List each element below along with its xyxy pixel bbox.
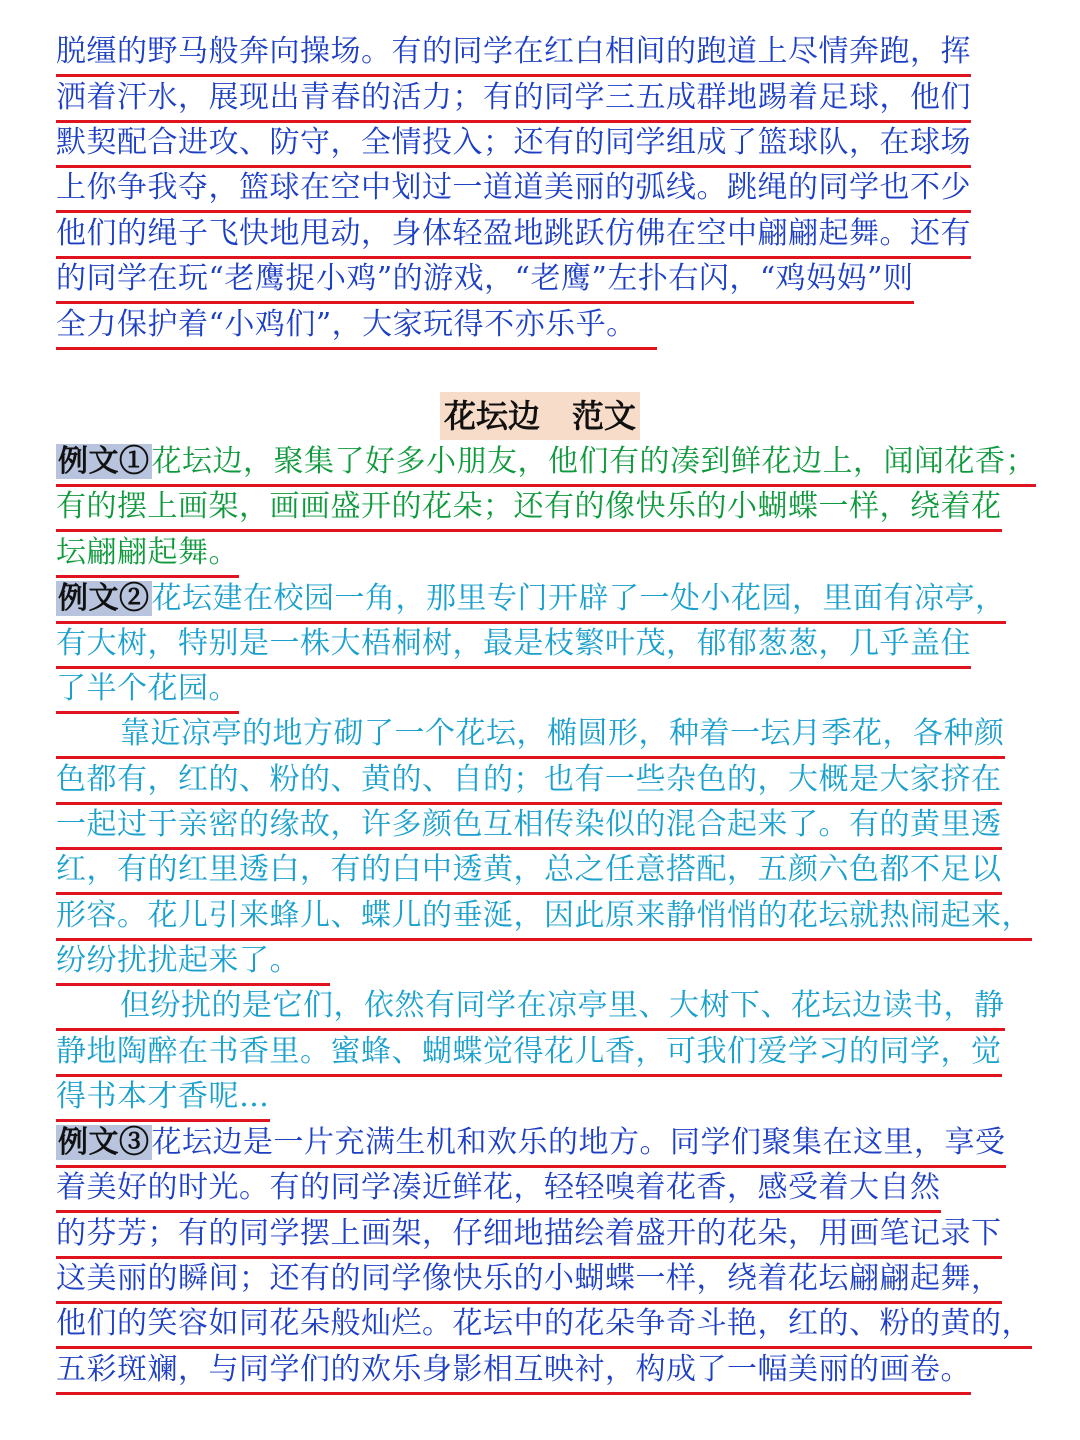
example3-line: 的芬芳；有的同学摆上画架，仔细地描绘着盛开的花朵，用画笔记录下 bbox=[56, 1212, 1002, 1256]
example1-line: 有的摆上画架，画画盛开的花朵；还有的像快乐的小蝴蝶一样，绕着花 bbox=[56, 485, 1002, 529]
example1-line: 坛翩翩起舞。 bbox=[56, 531, 239, 575]
example3-tag: 例文③ bbox=[58, 1125, 150, 1160]
example2-line: 静地陶醉在书香里。蜜蜂、蝴蝶觉得花儿香，可我们爱学习的同学，觉 bbox=[56, 1030, 1002, 1074]
example2-line: 但纷扰的是它们，依然有同学在凉亭里、大树下、花坛边读书，静 bbox=[56, 984, 1005, 1028]
example2-line: 例文②花坛建在校园一角，那里专门开辟了一处小花园，里面有凉亭， bbox=[56, 577, 1006, 621]
example2-line: 一起过于亲密的缘故，许多颜色互相传染似的混合起来了。有的黄里透 bbox=[56, 803, 1002, 847]
passage-line: 他们的绳子飞快地甩动，身体轻盈地跳跃仿佛在空中翩翩起舞。还有 bbox=[56, 212, 971, 256]
example2-tag: 例文② bbox=[58, 581, 150, 616]
passage-line: 上你争我夺，篮球在空中划过一道道美丽的弧线。跳绳的同学也不少 bbox=[56, 166, 971, 210]
passage-line: 的同学在玩“老鹰捉小鸡”的游戏，“老鹰”左扑右闪，“鸡妈妈”则 bbox=[56, 257, 914, 301]
example2-line: 了半个花园。 bbox=[56, 667, 239, 711]
example2-line: 纷纷扰扰起来了。 bbox=[56, 939, 300, 983]
example2-line: 色都有，红的、粉的、黄的、自的；也有一些杂色的，大概是大家挤在 bbox=[56, 758, 1002, 802]
example2-line: 形容。花儿引来蜂儿、蝶儿的垂涎，因此原来静悄悄的花坛就热闹起来， bbox=[56, 894, 1032, 938]
passage-line: 脱缰的野马般奔向操场。有的同学在红白相间的跑道上尽情奔跑，挥 bbox=[56, 30, 971, 74]
example2-line: 得书本才香呢… bbox=[56, 1075, 270, 1119]
example1-line: 例文①花坛边，聚集了好多小朋友，他们有的凑到鲜花边上，闻闻花香； bbox=[56, 440, 1036, 484]
example2-line: 有大树，特别是一株大梧桐树，最是枝繁叶茂，郁郁葱葱，几乎盖住 bbox=[56, 622, 971, 666]
passage-line: 默契配合进攻、防守，全情投入；还有的同学组成了篮球队，在球场 bbox=[56, 121, 971, 165]
example3-line: 例文③花坛边是一片充满生机和欢乐的地方。同学们聚集在这里，享受 bbox=[56, 1121, 1006, 1165]
example2-line: 靠近凉亭的地方砌了一个花坛，椭圆形，种着一坛月季花，各种颜 bbox=[56, 712, 1005, 756]
section-title: 花坛边 范文 bbox=[440, 392, 640, 440]
example3-line: 五彩斑斓，与同学们的欢乐身影相互映衬，构成了一幅美丽的画卷。 bbox=[56, 1348, 971, 1392]
example1-tag: 例文① bbox=[58, 444, 150, 479]
example3-line: 这美丽的瞬间；还有的同学像快乐的小蝴蝶一样，绕着花坛翩翩起舞， bbox=[56, 1257, 1002, 1301]
passage-line: 洒着汗水，展现出青春的活力；有的同学三五成群地踢着足球，他们 bbox=[56, 76, 971, 120]
example3-line: 他们的笑容如同花朵般灿烂。花坛中的花朵争奇斗艳，红的、粉的黄的， bbox=[56, 1302, 1032, 1346]
example3-line: 着美好的时光。有的同学凑近鲜花，轻轻嗅着花香，感受着大自然 bbox=[56, 1166, 941, 1210]
example2-line: 红，有的红里透白，有的白中透黄，总之任意搭配，五颜六色都不足以 bbox=[56, 848, 1002, 892]
passage-line: 全力保护着“小鸡们”，大家玩得不亦乐乎。 bbox=[56, 303, 637, 347]
